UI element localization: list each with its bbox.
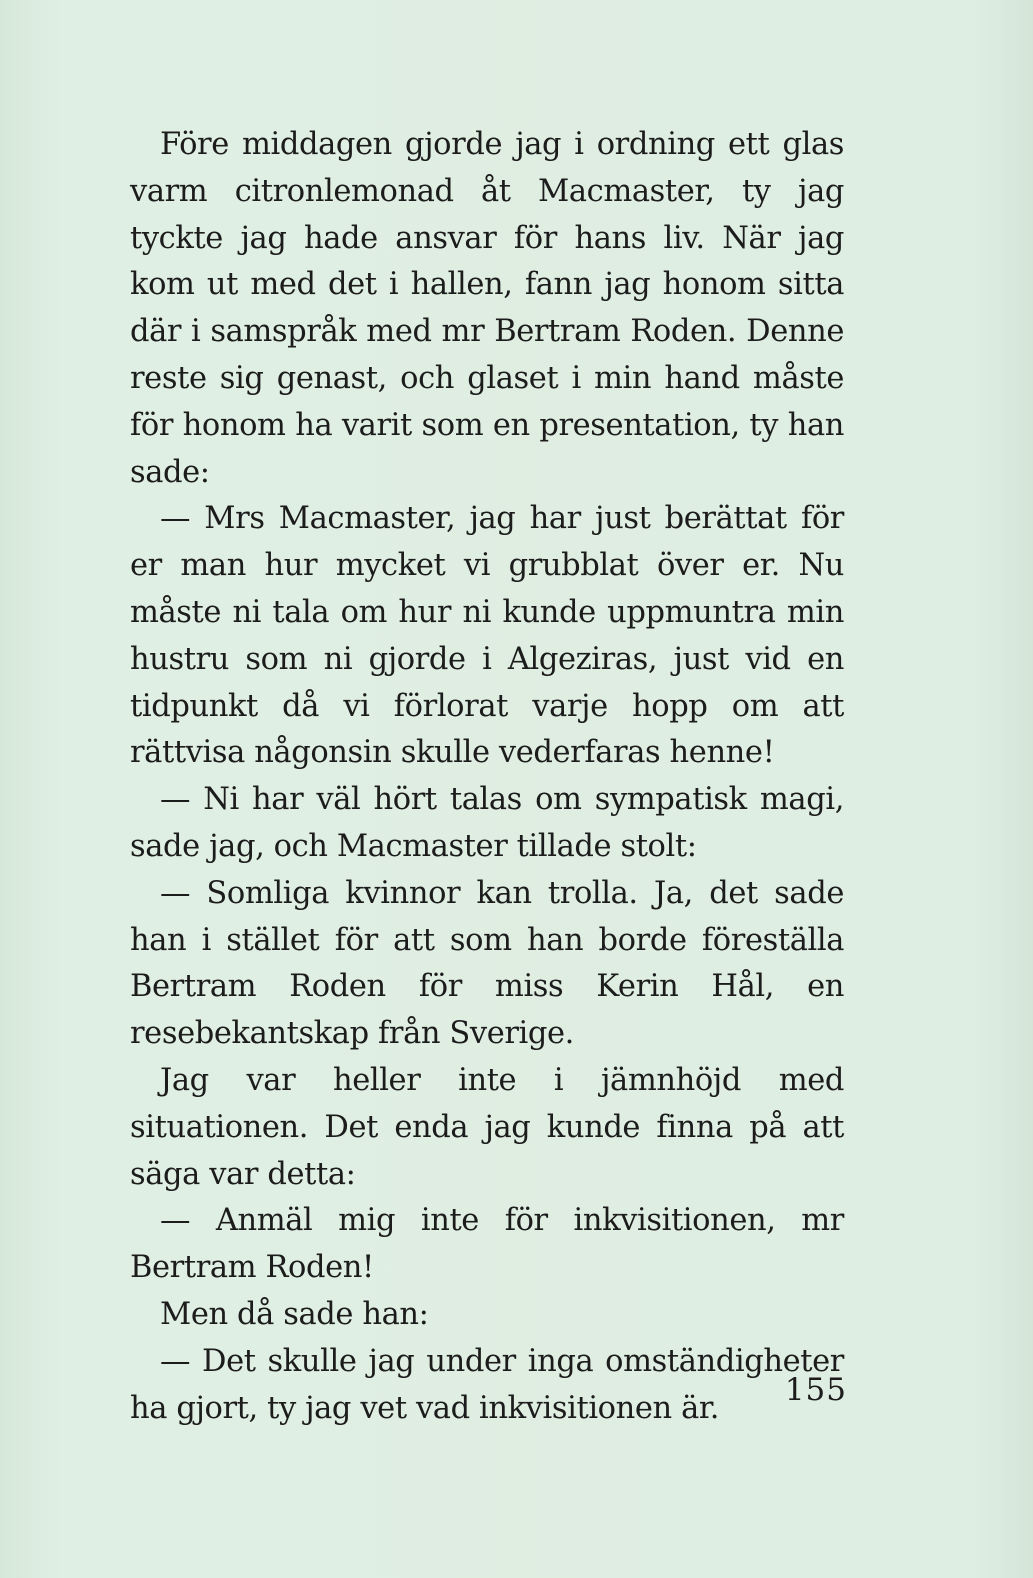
paragraph: — Somliga kvinnor kan trolla. Ja, det sade han i stället för att som han borde föreställa Bertram Roden för miss Kerin Hål, en resebekantskap från Sverige. [130,875,844,1052]
page-number: 155 [784,1372,847,1408]
paragraph: — Anmäl mig inte för inkvisitionen, mr Bertram Roden! [130,1203,844,1286]
paragraph: — Ni har väl hört talas om sympatisk magi, sade jag, och Macmaster tillade stolt: [130,782,844,864]
paragraph: — Mrs Macmaster, jag har just berättat för er man hur mycket vi grubblat över er. Nu måste ni tala om hur ni kunde uppmuntra min hustru som ni gjorde i Algeziras, just vid en tidpunkt då vi förlorat varje hopp om att rättvisa någonsin skulle vederfaras henne! [130,501,844,771]
body-text [130,122,844,1432]
paragraph: Jag var heller inte i jämnhöjd med situationen. Det enda jag kunde finna på att säga var detta: [130,1062,844,1192]
paragraph: Före middagen gjorde jag i ordning ett glas varm citronlemonad åt Macmaster, ty jag tyckte jag hade ansvar för hans liv. När jag kom ut med det i hallen, fann jag honom sitta där i samspråk med mr Bertram Roden. Denne reste sig genast, och glaset i min hand måste för honom ha varit som en presentation, ty han sade: [130,127,844,490]
paragraph: Men då sade han: [160,1296,429,1332]
paragraph: — Det skulle jag under inga omständigheter ha gjort, ty jag vet vad inkvisitionen är. [130,1343,844,1426]
